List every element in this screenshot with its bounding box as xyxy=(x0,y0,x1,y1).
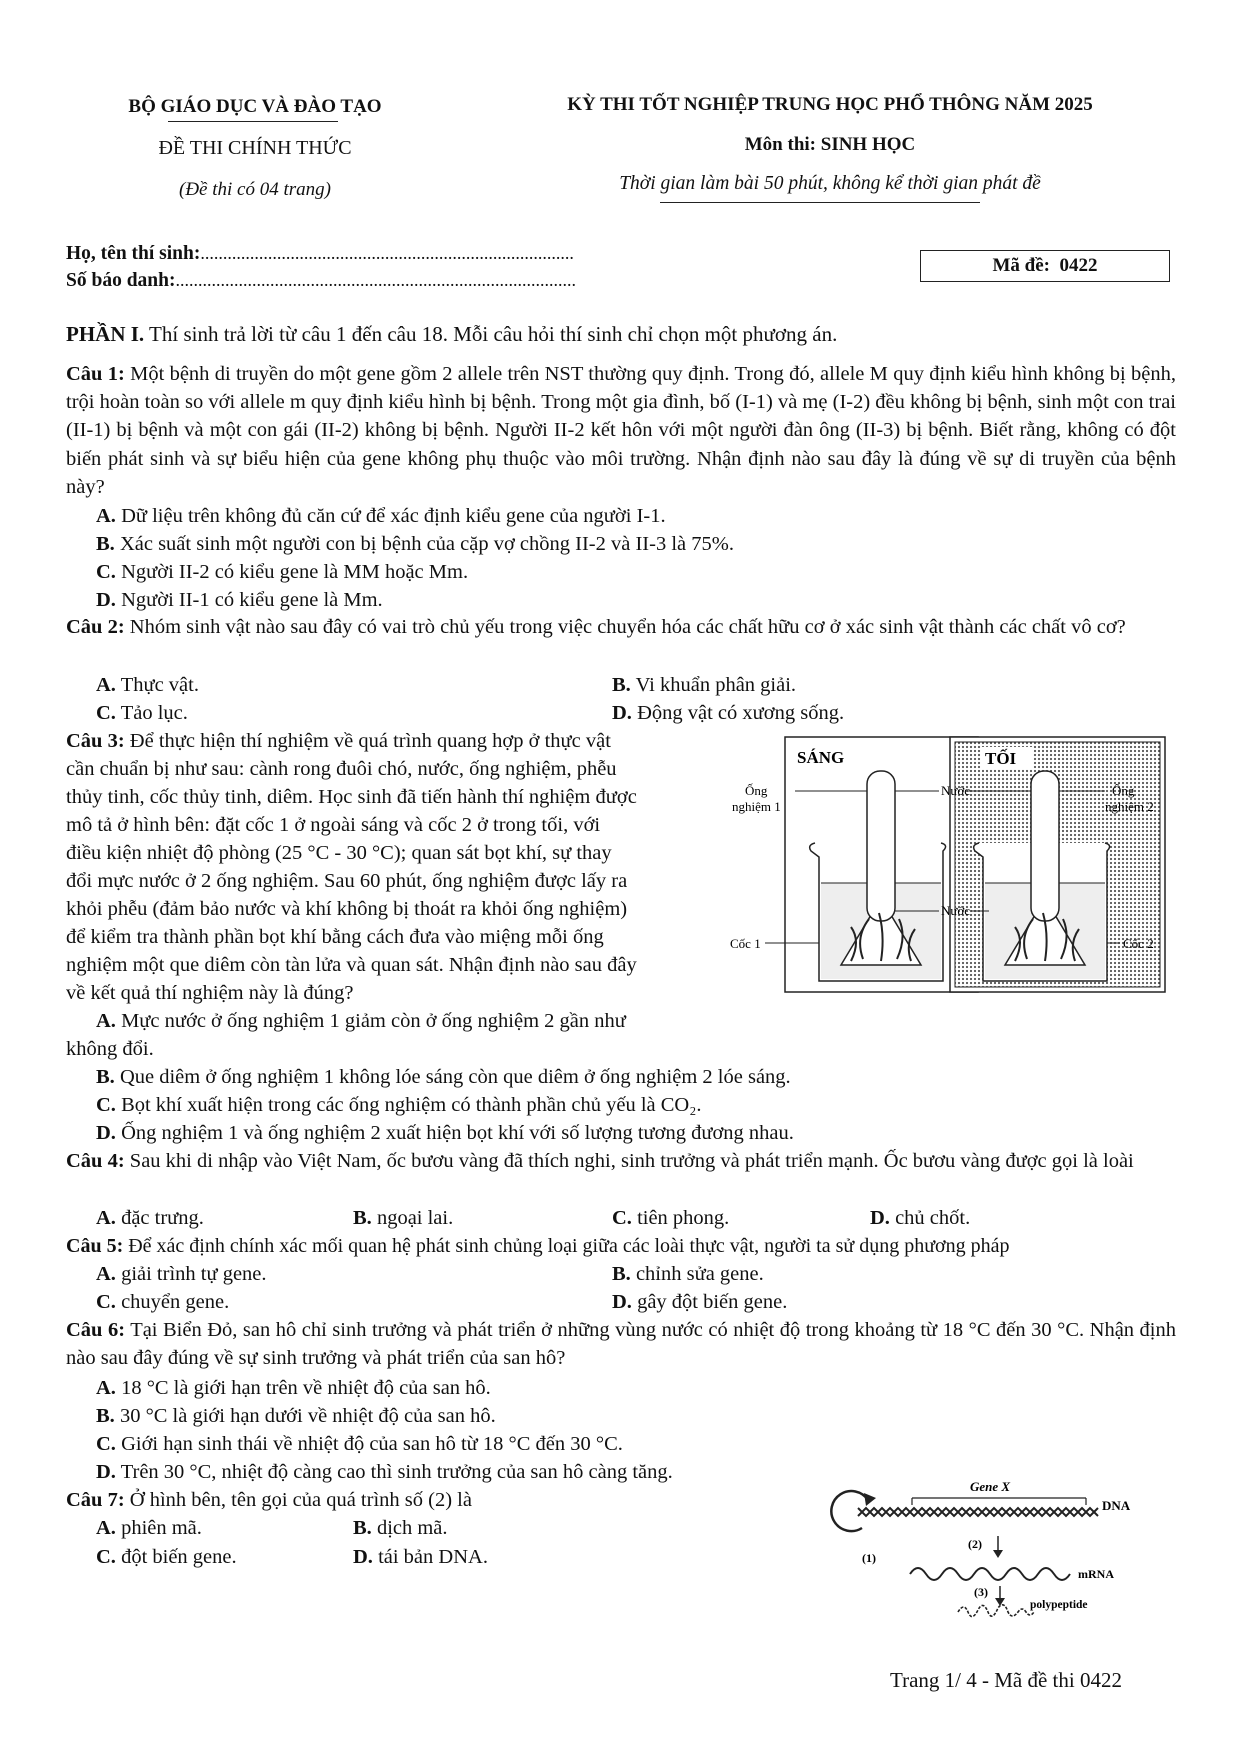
q6-option-a[interactable]: A. 18 °C là giới hạn trên về nhiệt độ của san hô. xyxy=(96,1377,491,1399)
gene-expression-figure xyxy=(840,1478,1170,1628)
q3-line: về kết quả thí nghiệm này là đúng? xyxy=(66,982,354,1004)
q5-option-b[interactable]: B. chỉnh sửa gene. xyxy=(612,1263,764,1285)
polypeptide-label: polypeptide xyxy=(1030,1599,1088,1611)
official-label: ĐỀ THI CHÍNH THỨC xyxy=(158,137,352,159)
question-6-label: Câu 6: xyxy=(66,1319,126,1341)
q1-option-a[interactable]: A. Dữ liệu trên không đủ căn cứ để xác định kiểu gene của người I-1. xyxy=(96,505,666,527)
question-3-label: Câu 3: xyxy=(66,730,125,752)
q6-option-b[interactable]: B. 30 °C là giới hạn dưới về nhiệt độ của san hô. xyxy=(96,1405,496,1427)
cup1-label: Cốc 1 xyxy=(730,936,761,951)
water-label-top: Nước xyxy=(941,783,971,798)
q3-option-d[interactable]: D. Ống nghiệm 1 và ống nghiệm 2 xuất hiện bọt khí với số lượng tương đương nhau. xyxy=(96,1122,794,1144)
q3-option-c[interactable]: C. Bọt khí xuất hiện trong các ống nghiệm có thành phần chủ yếu là CO₂. xyxy=(96,1094,702,1116)
student-id-field[interactable]: ......................................................................................... xyxy=(175,270,576,290)
question-4-label: Câu 4: xyxy=(66,1150,125,1172)
q3-option-a[interactable]: A. Mực nước ở ống nghiệm 1 giảm còn ở ống nghiệm 2 gần như xyxy=(96,1010,626,1032)
page-count: (Đề thi có 04 trang) xyxy=(179,179,331,200)
question-4-text: Sau khi di nhập vào Việt Nam, ốc bươu vàng đã thích nghi, sinh trưởng và phát triển mạnh. Ốc bươu vàng được gọi là loài xyxy=(129,1150,1134,1172)
part1-label: PHẦN I. xyxy=(66,322,145,346)
q3-line: điều kiện nhiệt độ phòng (25 °C - 30 °C); quan sát bọt khí, sự thay xyxy=(66,842,612,864)
water-label-bottom: Nước xyxy=(941,903,971,918)
q2-option-b[interactable]: B. Vi khuẩn phân giải. xyxy=(612,674,797,696)
q3-line: nghiệm một que diêm còn tàn lửa và quan sát. Nhận định nào sau đây xyxy=(66,954,637,976)
tube2-label-b: nghiệm 2 xyxy=(1105,799,1154,814)
question-7-text: Ở hình bên, tên gọi của quá trình số (2) là xyxy=(129,1489,472,1511)
q5-option-c[interactable]: C. chuyển gene. xyxy=(96,1291,230,1313)
q4-option-a[interactable]: A. đặc trưng. xyxy=(96,1207,204,1229)
dna-label: DNA xyxy=(1102,1498,1131,1513)
polypeptide-chain xyxy=(958,1605,1034,1617)
q1-option-d[interactable]: D. Người II-1 có kiểu gene là Mm. xyxy=(96,589,383,611)
q1-option-b[interactable]: B. Xác suất sinh một người con bị bệnh của cặp vợ chồng II-2 và II-3 là 75%. xyxy=(96,533,734,555)
process-2-label: (2) xyxy=(968,1537,982,1551)
time-underline xyxy=(660,202,980,203)
tube1-label: Ống xyxy=(745,783,768,798)
student-name-line xyxy=(66,243,574,265)
q7-option-d[interactable]: D. tái bản DNA. xyxy=(353,1546,488,1568)
process-3-label: (3) xyxy=(974,1585,988,1599)
header-underline xyxy=(168,121,338,122)
q2-option-d[interactable]: D. Động vật có xương sống. xyxy=(612,702,845,724)
student-id-label: Số báo danh: xyxy=(66,270,176,291)
q6-option-d[interactable]: D. Trên 30 °C, nhiệt độ càng cao thì sinh trưởng của san hô càng tăng. xyxy=(96,1461,673,1483)
question-5-label: Câu 5: xyxy=(66,1235,124,1257)
mrna-label: mRNA xyxy=(1078,1567,1114,1581)
question-1 xyxy=(66,360,1176,501)
q2-option-a[interactable]: A. Thực vật. xyxy=(96,674,199,696)
q6-option-c[interactable]: C. Giới hạn sinh thái về nhiệt độ của san hô từ 18 °C đến 30 °C. xyxy=(96,1433,623,1455)
ministry-name: BỘ GIÁO DỤC VÀ ĐÀO TẠO xyxy=(128,96,382,117)
tube1-label-b: nghiệm 1 xyxy=(732,799,781,814)
q4-option-d[interactable]: D. chủ chốt. xyxy=(870,1207,971,1229)
process-1-label: (1) xyxy=(862,1551,876,1565)
question-7-label: Câu 7: xyxy=(66,1489,125,1511)
q3-line: thủy tinh, cốc thủy tinh, diêm. Học sinh đã tiến hành thí nghiệm được xyxy=(66,786,637,808)
q3-line: khỏi phễu (đảm bảo nước và khí không bị thoát ra khỏi ống nghiệm) xyxy=(66,898,628,920)
q3-line: Để thực hiện thí nghiệm về quá trình quang hợp ở thực vật xyxy=(129,730,611,752)
question-7 xyxy=(66,1486,472,1514)
mrna-strand xyxy=(910,1568,1070,1580)
photosynthesis-figure xyxy=(730,733,1170,998)
time-limit: Thời gian làm bài 50 phút, không kể thời gian phát đề xyxy=(619,173,1041,194)
question-1-text: Một bệnh di truyền do một gene gồm 2 allele trên NST thường quy định. Trong đó, allele M quy định kiểu hình không bị bệnh, trội hoàn toàn so với allele m quy định kiểu hình bị bệnh. Trong một gia đình, bố (I-1) và mẹ (I-2) đều không bị bệnh, sinh một con trai (II-1) bị bệnh và một con gái (II-2) không bị bệnh. Người II-2 kết hôn với một người đàn ông (II-3) bị bệnh. Biết rằng, không có đột biến phát sinh và sự biểu hiện của gene không phụ thuộc vào môi trường. Nhận định nào sau đây là đúng về sự di truyền của bệnh này? xyxy=(66,363,1177,498)
q4-option-c[interactable]: C. tiên phong. xyxy=(612,1207,730,1229)
exam-code-label: Mã đề: xyxy=(992,255,1050,276)
q3-line: để kiểm tra thành phần bọt khí bằng cách đưa vào miệng mỗi ống xyxy=(66,926,604,948)
subject: Môn thi: SINH HỌC xyxy=(744,134,916,155)
page-footer: Trang 1/ 4 - Mã đề thi 0422 xyxy=(890,1668,1122,1692)
student-name-field[interactable]: ................................................................................... xyxy=(200,243,574,263)
question-5-text: Để xác định chính xác mối quan hệ phát sinh chủng loại giữa các loài thực vật, người ta sử dụng phương pháp xyxy=(128,1235,1010,1257)
question-3 xyxy=(66,727,721,1007)
question-2-label: Câu 2: xyxy=(66,616,125,638)
q3-line: cần chuẩn bị như sau: cành rong đuôi chó, nước, ống nghiệm, phễu xyxy=(66,758,617,780)
q3-option-b[interactable]: B. Que diêm ở ống nghiệm 1 không lóe sáng còn que diêm ở ống nghiệm 2 lóe sáng. xyxy=(96,1066,791,1088)
cup2-label: Cốc 2 xyxy=(1123,936,1154,951)
question-4 xyxy=(66,1147,1176,1175)
q7-option-c[interactable]: C. đột biến gene. xyxy=(96,1546,237,1568)
question-1-label: Câu 1: xyxy=(66,363,125,385)
question-5 xyxy=(66,1232,1176,1260)
exam-title: KỲ THI TỐT NGHIỆP TRUNG HỌC PHỔ THÔNG NĂM 2025 xyxy=(567,94,1093,115)
dark-label: TỐI xyxy=(985,749,1017,768)
question-6 xyxy=(66,1316,1176,1372)
question-2 xyxy=(66,613,1176,641)
student-id-line xyxy=(66,270,576,292)
gene-x-label: Gene X xyxy=(970,1479,1011,1494)
q7-option-a[interactable]: A. phiên mã. xyxy=(96,1517,202,1539)
q3-line: đổi mực nước ở 2 ống nghiệm. Sau 60 phút, ống nghiệm được lấy ra xyxy=(66,870,628,892)
q1-option-c[interactable]: C. Người II-2 có kiểu gene là MM hoặc Mm. xyxy=(96,561,469,583)
q4-option-b[interactable]: B. ngoại lai. xyxy=(353,1207,454,1229)
q5-option-a[interactable]: A. giải trình tự gene. xyxy=(96,1263,267,1285)
student-name-label: Họ, tên thí sinh: xyxy=(66,243,201,264)
q7-option-b[interactable]: B. dịch mã. xyxy=(353,1517,448,1539)
part1-instruction xyxy=(66,320,1176,348)
exam-code-value: 0422 xyxy=(1059,255,1098,276)
light-label: SÁNG xyxy=(797,748,845,767)
q5-option-d[interactable]: D. gây đột biến gene. xyxy=(612,1291,788,1313)
q3-option-a-cont: không đổi. xyxy=(66,1038,154,1060)
question-2-text: Nhóm sinh vật nào sau đây có vai trò chủ yếu trong việc chuyển hóa các chất hữu cơ ở xác sinh vật thành các chất vô cơ? xyxy=(129,616,1126,638)
q2-option-c[interactable]: C. Tảo lục. xyxy=(96,702,188,724)
tube2-label: Ống xyxy=(1112,783,1135,798)
part1-text: Thí sinh trả lời từ câu 1 đến câu 18. Mỗi câu hỏi thí sinh chỉ chọn một phương án. xyxy=(149,322,838,346)
exam-code-box xyxy=(920,250,1170,282)
q3-line: mô tả ở hình bên: đặt cốc 1 ở ngoài sáng và cốc 2 ở trong tối, với xyxy=(66,814,601,836)
question-6-text: Tại Biển Đỏ, san hô chỉ sinh trưởng và phát triển ở những vùng nước có nhiệt độ trong khoảng từ 18 °C đến 30 °C. Nhận định nào sau đây đúng về sự sinh trưởng và phát triển của san hô? xyxy=(66,1319,1176,1370)
